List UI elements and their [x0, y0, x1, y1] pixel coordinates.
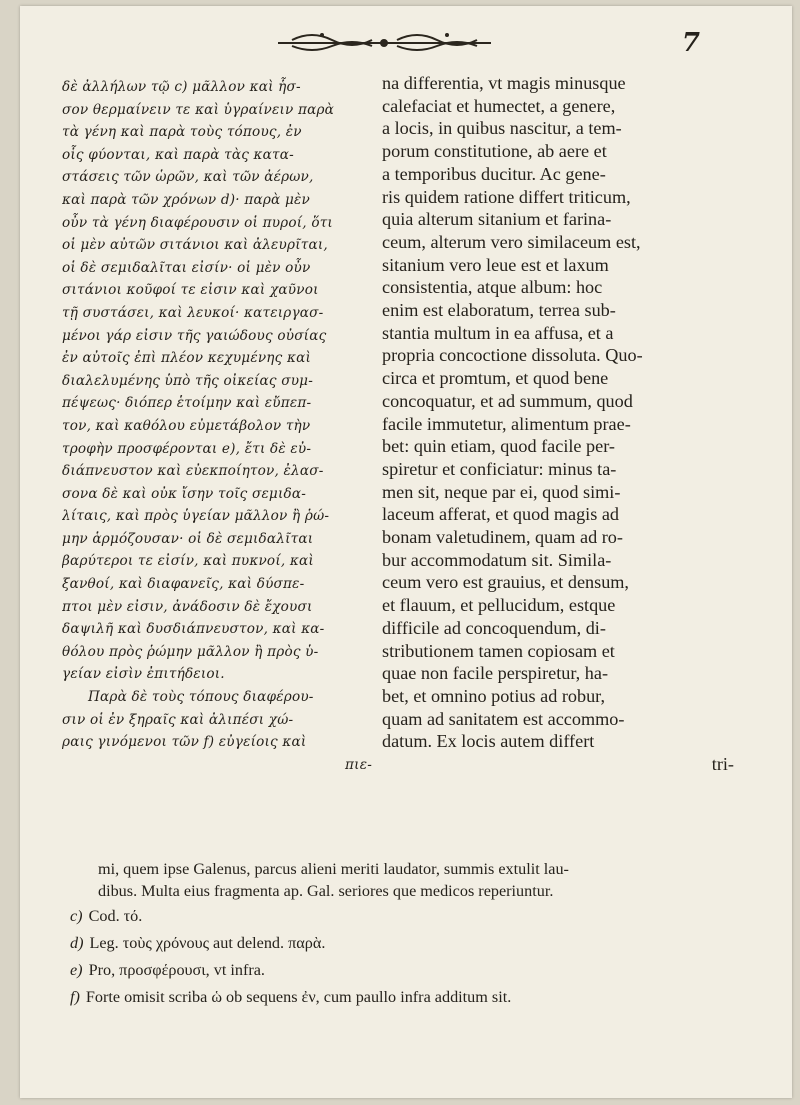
latin-line: consistentia, atque album: hoc [382, 277, 603, 298]
greek-line: ξανθοί, καὶ διαφανεῖς, καὶ δύσπε- [62, 576, 305, 593]
greek-line: μην ἁρμόζουσαν· οἱ δὲ σεμιδαλῖται [62, 530, 314, 547]
footnote-label: e) [70, 961, 83, 979]
greek-line: οἱ μὲν αὐτῶν σιτάνιοι καὶ ἀλευρῖται, [62, 237, 328, 254]
latin-line: bet, et omnino potius ad robur, [382, 685, 606, 706]
greek-line: πέψεως· διόπερ ἑτοίμην καὶ εὔπεπ- [62, 395, 312, 412]
greek-line: οὖν τὰ γένη διαφέρουσιν οἱ πυροί, ὅτι [62, 214, 333, 231]
footnote-text: Forte omisit scriba ὡ ob sequens ἐν, cum paullo infra additum sit. [85, 988, 512, 1006]
latin-line: sitanium vero leue est et laxum [382, 254, 609, 275]
greek-catchword: πιε- [345, 756, 372, 773]
greek-paragraph-start: Παρὰ δὲ τοὺς τόπους διαφέρου- [88, 689, 314, 706]
latin-line: porum constitutione, ab aere et [382, 141, 607, 162]
footnote-f [50, 985, 730, 1010]
latin-line: et flauum, et pellucidum, estque [382, 595, 616, 616]
greek-line: σονα δὲ καὶ οὐκ ἴσην τοῖς σεμιδα- [62, 485, 307, 502]
latin-line: a locis, in quibus nascitur, a tem- [382, 118, 622, 139]
greek-line: οἱ δὲ σεμιδαλῖται εἰσίν· οἱ μὲν οὖν [62, 259, 311, 276]
footnotes-section [50, 858, 730, 1010]
footnote-d [50, 931, 730, 956]
latin-line: bur accommodatum sit. Simila- [382, 549, 612, 570]
greek-line: θόλου πρὸς ῥώμην μᾶλλον ἢ πρὸς ὑ- [62, 643, 319, 660]
greek-line: ραις γινόμενοι τῶν f) εὐγείοις καὶ [62, 734, 307, 751]
latin-line: ris quidem ratione differt triticum, [382, 186, 631, 207]
greek-line: τροφὴν προσφέρονται e), ἔτι δὲ εὐ- [62, 440, 312, 457]
latin-line: quam ad sanitatem est accommo- [382, 708, 625, 729]
latin-text-column [382, 72, 734, 776]
greek-line: βαρύτεροι τε εἰσίν, καὶ πυκνοί, καὶ [62, 553, 314, 570]
latin-line: ceum, alterum vero similaceum est, [382, 231, 641, 252]
greek-line: οἷς φύονται, καὶ παρὰ τὰς κατα- [62, 146, 294, 163]
footnote-label: c) [70, 907, 83, 925]
footnote-text: Pro, προσφέρουσι, vt infra. [88, 961, 265, 979]
greek-line: σον θερμαίνειν τε καὶ ὑγραίνειν παρὰ [62, 101, 335, 118]
page-number: 7 [681, 28, 700, 58]
latin-line: circa et promtum, et quod bene [382, 368, 609, 389]
footnote-continuation [50, 858, 730, 902]
greek-line: διαλελυμένης ὑπὸ τῆς οἰκείας συμ- [62, 372, 313, 389]
greek-line: στάσεις τῶν ὡρῶν, καὶ τῶν ἀέρων, [62, 169, 314, 186]
greek-line: δαψιλῆ καὶ δυσδιάπνευστον, καὶ κα- [62, 621, 325, 638]
greek-line: τὰ γένη καὶ παρὰ τοὺς τόπους, ἐν [62, 124, 302, 141]
latin-line: calefaciat et humectet, a genere, [382, 95, 616, 116]
greek-line: σιν οἱ ἐν ξηραῖς καὶ ἀλιπέσι χώ- [62, 711, 294, 728]
footnote-label: d) [70, 934, 84, 952]
greek-line: σιτάνιοι κοῦφοί τε εἰσιν καὶ χαῦνοι [62, 282, 319, 299]
greek-line: γείαν εἰσὶν ἐπιτήδειοι. [62, 666, 225, 683]
greek-line: λίταις, καὶ πρὸς ὑγείαν μᾶλλον ἢ ῥώ- [62, 508, 330, 525]
latin-line: bonam valetudinem, quam ad ro- [382, 527, 623, 548]
latin-line: concoquatur, et ad summum, quod [382, 390, 633, 411]
footnote-c [50, 904, 730, 929]
greek-line: καὶ παρὰ τῶν χρόνων d)· παρὰ μὲν [62, 191, 310, 208]
latin-line: facile immutetur, alimentum prae- [382, 413, 631, 434]
latin-line: men sit, neque par ei, quod simi- [382, 481, 621, 502]
greek-line: ἐν αὐτοῖς ἐπὶ πλέον κεχυμένης καὶ [62, 350, 311, 367]
greek-line: τῇ συστάσει, καὶ λευκοί· κατειργασ- [62, 304, 324, 321]
latin-line: bet: quin etiam, quod facile per- [382, 436, 615, 457]
greek-text-column [62, 76, 372, 776]
greek-line: μένοι γάρ εἰσιν τῆς γαιώδους οὐσίας [62, 327, 327, 344]
latin-catchword: tri- [711, 754, 734, 775]
latin-line: stantia multum in ea affusa, et a [382, 322, 614, 343]
latin-line: datum. Ex locis autem differt [382, 731, 595, 752]
book-page [20, 6, 792, 1098]
latin-line: spiretur et conficiatur: minus ta- [382, 458, 617, 479]
footnote-e [50, 958, 730, 983]
latin-line: ceum vero est grauius, et densum, [382, 572, 629, 593]
footnote-text: Cod. τό. [88, 907, 143, 925]
decorative-headpiece-icon [272, 28, 497, 54]
footnote-continuation-line: dibus. Multa eius fragmenta ap. Gal. seriores que medicos reperiuntur. [98, 882, 554, 900]
latin-line: stributionem tamen copiosam et [382, 640, 615, 661]
greek-line: τον, καὶ καθόλου εὐμετάβολον τὴν [62, 417, 311, 434]
greek-line: δὲ ἀλλήλων τῷ c) μᾶλλον καὶ ἧσ- [62, 79, 301, 95]
greek-line: διάπνευστον καὶ εὐεκποίητον, ἐλασ- [62, 463, 324, 480]
latin-line: quae non facile perspiretur, ha- [382, 663, 609, 684]
footnote-continuation-line: mi, quem ipse Galenus, parcus alieni meriti laudator, summis extulit lau- [98, 860, 569, 878]
latin-line: na differentia, vt magis minusque [382, 73, 626, 93]
footnote-label: f) [70, 988, 80, 1006]
latin-line: a temporibus ducitur. Ac gene- [382, 163, 606, 184]
latin-line: enim est elaboratum, terrea sub- [382, 300, 616, 321]
latin-line: quia alterum sitanium et farina- [382, 209, 612, 230]
latin-line: propria concoctione dissoluta. Quo- [382, 345, 643, 366]
footnote-text: Leg. τοὺς χρόνους aut delend. παρὰ. [89, 934, 326, 952]
latin-line: difficile ad concoquendum, di- [382, 617, 606, 638]
latin-line: laceum afferat, et quod magis ad [382, 504, 620, 525]
greek-line: πτοι μὲν εἰσιν, ἀνάδοσιν δὲ ἔχουσι [62, 598, 313, 615]
